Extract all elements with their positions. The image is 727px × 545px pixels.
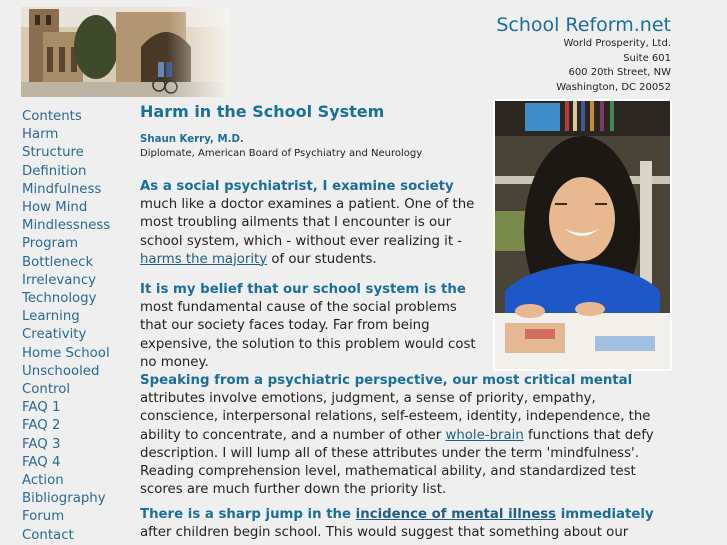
nav-link-definition[interactable]: Definition (22, 163, 87, 179)
nav-link-harm[interactable]: Harm (22, 127, 59, 143)
paragraph-mental-illness (140, 506, 665, 542)
student-photo (493, 99, 672, 371)
nav-link-how-mind[interactable]: How Mind (22, 200, 88, 216)
paragraph-tail: of our students. (267, 251, 377, 267)
paragraph-body: most fundamental cause of the social problems that our society faces today. Far from being expensive, the solution to this problem would cost no money. (140, 300, 476, 370)
paragraph-lead: Speaking from a psychiatric perspective, our most critical mental (140, 373, 633, 388)
paragraph-belief (140, 281, 480, 372)
whole-brain-link[interactable]: whole-brain (445, 427, 524, 443)
incidence-of-mental-illness-link[interactable]: incidence of mental illness (355, 507, 557, 522)
nav-link-action[interactable]: Action (22, 473, 64, 489)
nav-link-mindlessness[interactable]: Mindlessness (22, 218, 111, 234)
address-line: World Prosperity, Ltd. (563, 38, 671, 49)
nav-link-forum[interactable]: Forum (22, 509, 65, 525)
paragraph-body: after children begin school. This would suggest that something about our (140, 525, 629, 541)
site-title[interactable]: School Reform.net (496, 14, 671, 36)
nav-link-home-school[interactable]: Home School (22, 345, 110, 361)
nav-link-contact[interactable]: Contact (22, 527, 74, 543)
nav-link-irrelevancy[interactable]: Irrelevancy (22, 272, 97, 288)
sidebar-nav (22, 108, 137, 545)
nav-link-program[interactable]: Program (22, 236, 79, 252)
address-line: Suite 601 (623, 52, 671, 64)
nav-link-contents[interactable]: Contents (22, 109, 82, 124)
author-credentials: Diplomate, American Board of Psychiatry and Neurology (140, 148, 423, 159)
nav-link-bottleneck[interactable]: Bottleneck (22, 254, 94, 270)
nav-link-bibliography[interactable]: Bibliography (22, 491, 106, 507)
nav-link-unschooled[interactable]: Unschooled (22, 363, 100, 379)
paragraph-lead: There is a sharp jump in the (140, 507, 356, 522)
page-title: Harm in the School System (140, 102, 385, 121)
paragraph-mindfulness (140, 372, 665, 499)
nav-link-faq-2[interactable]: FAQ 2 (22, 418, 61, 434)
paragraph-body: much like a doctor examines a patient. One of the most troubling ailments that I encounter is our school system, which - without ever realizing it - (140, 197, 475, 249)
nav-link-faq-3[interactable]: FAQ 3 (22, 436, 61, 452)
nav-link-faq-1[interactable]: FAQ 1 (22, 400, 61, 416)
nav-link-learning[interactable]: Learning (22, 309, 80, 325)
harms-the-majority-link[interactable]: harms the majority (140, 251, 268, 267)
paragraph-lead: As a social psychiatrist, I examine society (140, 179, 454, 194)
nav-link-faq-4[interactable]: FAQ 4 (22, 454, 61, 470)
author-name: Shaun Kerry, M.D. (140, 134, 244, 145)
nav-link-structure[interactable]: Structure (22, 145, 84, 161)
paragraph-intro (140, 178, 480, 269)
address-line: 600 20th Street, NW (568, 67, 671, 78)
paragraph-lead: It is my belief that our school system is the (140, 282, 466, 297)
nav-link-creativity[interactable]: Creativity (22, 327, 87, 343)
paragraph-lead-end: immediately (556, 507, 654, 522)
address-line: Washington, DC 20052 (556, 81, 671, 93)
nav-link-control[interactable]: Control (22, 382, 71, 398)
nav-link-technology[interactable]: Technology (22, 291, 97, 307)
paragraph-tail: functions that defy description. I will lump all of these attributes under the term 'mindfulness'. Reading comprehension level, mathematical ability, and standardized test scores are much further down the priority list. (140, 427, 654, 498)
site-header (496, 13, 671, 95)
nav-link-mindfulness[interactable]: Mindfulness (22, 181, 102, 197)
paragraph-body: attributes involve emotions, judgment, a sense of priority, empathy, conscience, interpersonal relations, self-esteem, identity, independence, the ability to concentrate, and a number of other (140, 391, 651, 443)
campus-banner-image (21, 7, 230, 97)
